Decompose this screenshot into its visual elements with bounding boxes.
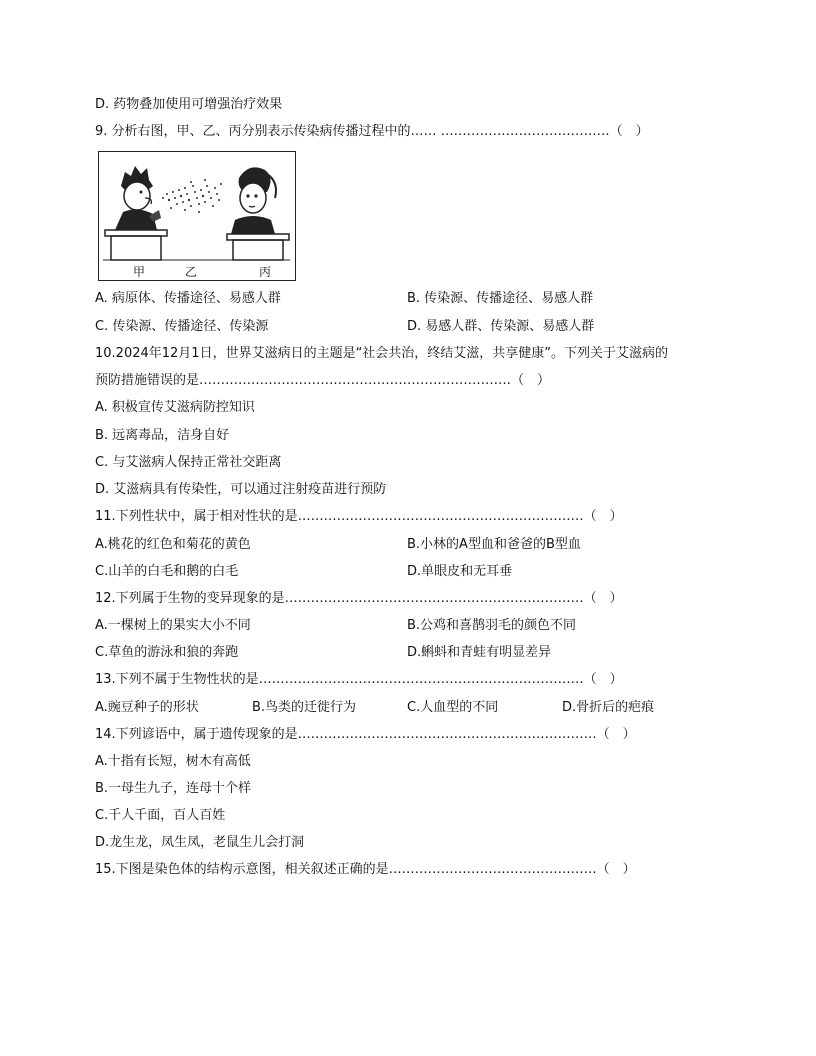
q12-option-a: A.一棵树上的果实大小不同 [95,618,251,633]
q14-option-c: C.千人千面，百人百姓 [95,808,226,823]
figure-label-jia: 甲 [133,265,146,279]
disease-transmission-illustration [99,152,294,279]
q9-option-b: B. 传染源、传播途径、易感人群 [407,291,594,306]
figure-label-bing: 丙 [259,265,272,279]
q8-option-d: D. 药物叠加使用可增强治疗效果 [95,97,283,112]
q10-option-b: B. 远离毒品，洁身自好 [95,428,230,443]
q9-option-d: D. 易感人群、传染源、易感人群 [407,319,595,334]
q15-stem: 15.下图是染色体的结构示意图，相关叙述正确的是…………………………………………（ ） [95,862,636,877]
q12-option-d: D.蝌蚪和青蛙有明显差异 [407,645,552,660]
q10-option-d: D. 艾滋病具有传染性，可以通过注射疫苗进行预防 [95,482,387,497]
q11-stem: 11.下列性状中，属于相对性状的是…………………………………………………………（ ） [95,509,623,524]
q9-option-a: A. 病原体、传播途径、易感人群 [95,291,281,306]
q13-stem: 13.下列不属于生物性状的是…………………………………………………………………（ ） [95,672,623,687]
q13-option-c: C.人血型的不同 [407,700,499,715]
q13-option-d: D.骨折后的疤痕 [562,700,655,715]
q12-option-c: C.草鱼的游泳和狼的奔跑 [95,645,239,660]
q13-option-a: A.豌豆种子的形状 [95,700,199,715]
q10-stem-line1: 10.2024年12月1日，世界艾滋病日的主题是“社会共治，终结艾滋，共享健康”。下列关于艾滋病的 [95,346,669,361]
q14-stem: 14.下列谚语中，属于遗传现象的是……………………………………………………………（ ） [95,727,636,742]
q11-option-b: B.小林的A型血和爸爸的B型血 [407,537,581,552]
q13-option-b: B.鸟类的迁徙行为 [252,700,357,715]
q10-stem-line2: 预防措施错误的是………………………………………………………………（ ） [95,373,551,388]
q14-option-d: D.龙生龙，凤生凤，老鼠生儿会打洞 [95,835,305,850]
q11-option-d: D.单眼皮和无耳垂 [407,564,513,579]
q10-option-a: A. 积极宣传艾滋病防控知识 [95,400,255,415]
q12-option-b: B.公鸡和喜鹊羽毛的颜色不同 [407,618,577,633]
q9-stem: 9. 分析右图，甲、乙、丙分别表示传染病传播过程中的…… …………………………………（ ） [95,124,649,139]
q14-option-b: B.一母生九子，连母十个样 [95,781,252,796]
q11-option-c: C.山羊的白毛和鹅的白毛 [95,564,239,579]
q9-illustration [98,151,296,281]
q12-stem: 12.下列属于生物的变异现象的是……………………………………………………………（ ） [95,591,623,606]
figure-label-yi: 乙 [185,265,198,279]
q14-option-a: A.十指有长短，树木有高低 [95,754,251,769]
q10-option-c: C. 与艾滋病人保持正常社交距离 [95,455,282,470]
q9-option-c: C. 传染源、传播途径、传染源 [95,319,269,334]
q11-option-a: A.桃花的红色和菊花的黄色 [95,537,251,552]
